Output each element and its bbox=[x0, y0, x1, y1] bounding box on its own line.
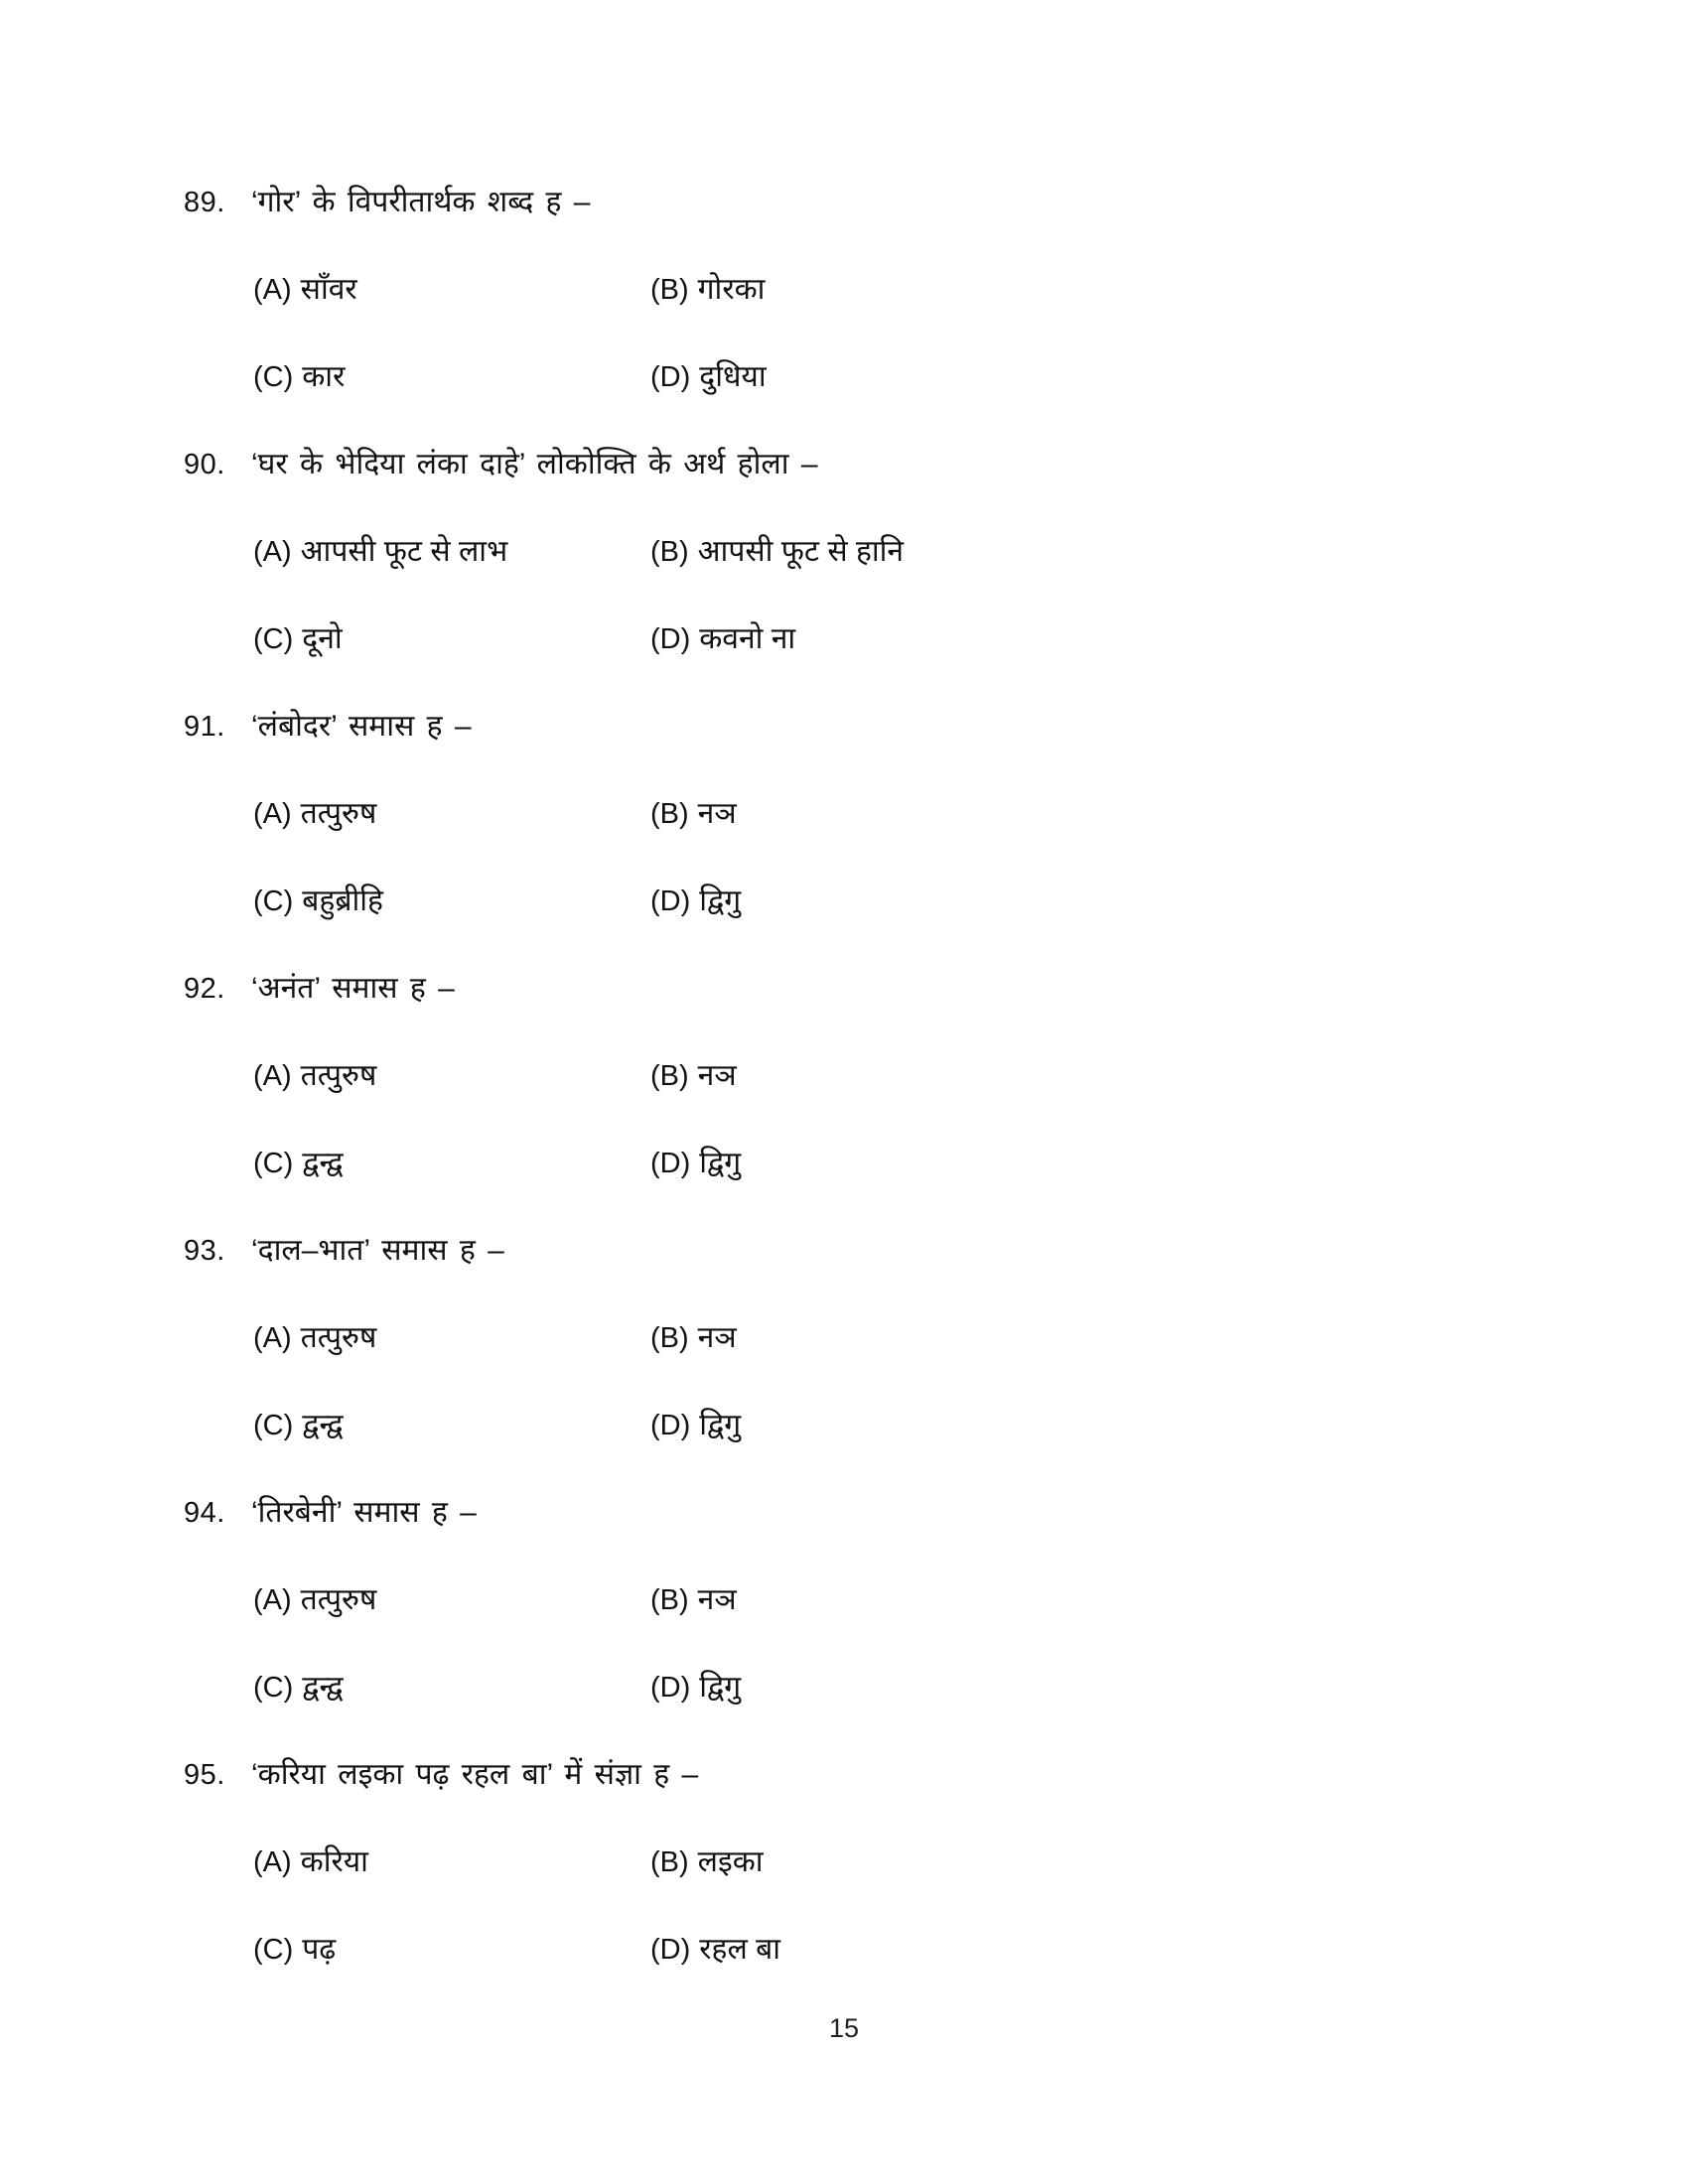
option-label: (C) bbox=[253, 1671, 294, 1704]
option-text: द्विगु bbox=[699, 1147, 742, 1179]
option bbox=[650, 796, 1147, 832]
question-stem-line bbox=[0, 945, 1688, 1032]
question-number: 92. bbox=[184, 972, 225, 1005]
question-stem: ‘करिया लइका पढ़ रहल बा’ में संज्ञा ह – bbox=[251, 1758, 699, 1791]
option bbox=[253, 534, 650, 570]
question-stem-line bbox=[0, 159, 1688, 246]
question-stem: ‘घर के भेदिया लंका दाहे’ लोकोक्ति के अर्थ होला – bbox=[251, 448, 818, 480]
option-row-top bbox=[0, 246, 1688, 334]
option bbox=[253, 621, 650, 657]
question-stem-line bbox=[0, 1207, 1688, 1295]
option-label: (D) bbox=[650, 1409, 691, 1441]
question-stem: ‘दाल–भात’ समास ह – bbox=[251, 1234, 504, 1267]
option bbox=[650, 1670, 1147, 1706]
question-block bbox=[0, 1469, 1688, 1731]
option-text: द्वन्द्व bbox=[302, 1409, 344, 1441]
question-number: 91. bbox=[184, 710, 225, 743]
option-text: द्वन्द्व bbox=[302, 1671, 344, 1704]
question-stem: ‘लंबोदर’ समास ह – bbox=[251, 710, 472, 743]
option bbox=[650, 272, 1147, 308]
option-label: (C) bbox=[253, 1147, 294, 1179]
option-text: नञ bbox=[697, 797, 737, 830]
option-text: आपसी फूट से लाभ bbox=[300, 535, 508, 568]
option-text: द्विगु bbox=[699, 1409, 742, 1441]
option bbox=[650, 884, 1147, 919]
question-stem: ‘तिरबेनी’ समास ह – bbox=[251, 1496, 477, 1529]
option-text: तत्पुरुष bbox=[300, 1059, 377, 1092]
option-text: द्वन्द्व bbox=[302, 1147, 344, 1179]
option bbox=[650, 1408, 1147, 1443]
option-text: तत्पुरुष bbox=[300, 1583, 377, 1616]
question-stem-line bbox=[0, 1469, 1688, 1557]
option-row-top bbox=[0, 1032, 1688, 1120]
option-label: (C) bbox=[253, 885, 294, 917]
option bbox=[253, 1844, 650, 1880]
option bbox=[253, 359, 650, 395]
question-number: 95. bbox=[184, 1758, 225, 1791]
option-label: (C) bbox=[253, 360, 294, 393]
question-block bbox=[0, 683, 1688, 945]
option-text: आपसी फूट से हानि bbox=[697, 535, 905, 568]
option-text: करिया bbox=[300, 1845, 368, 1878]
option-label: (B) bbox=[650, 1059, 689, 1092]
page-number: 15 bbox=[828, 2013, 860, 2043]
option bbox=[253, 1670, 650, 1706]
option bbox=[253, 796, 650, 832]
question-block bbox=[0, 159, 1688, 421]
option bbox=[253, 1932, 650, 1968]
option-label: (A) bbox=[253, 797, 292, 830]
option-label: (D) bbox=[650, 885, 691, 917]
option bbox=[650, 534, 1147, 570]
question-block bbox=[0, 421, 1688, 683]
option-row-bottom bbox=[0, 858, 1688, 945]
option-row-bottom bbox=[0, 334, 1688, 421]
option-label: (A) bbox=[253, 1059, 292, 1092]
option-row-bottom bbox=[0, 1120, 1688, 1207]
option-label: (B) bbox=[650, 1845, 689, 1878]
option-text: दूनो bbox=[302, 622, 343, 655]
option-label: (B) bbox=[650, 1321, 689, 1354]
option-label: (A) bbox=[253, 1845, 292, 1878]
option-row-top bbox=[0, 1295, 1688, 1382]
option-label: (A) bbox=[253, 1321, 292, 1354]
option-text: कार bbox=[302, 360, 346, 393]
option-label: (C) bbox=[253, 1933, 294, 1966]
option-row-top bbox=[0, 770, 1688, 858]
option bbox=[650, 1058, 1147, 1094]
option-text: पढ़ bbox=[302, 1933, 337, 1966]
option-text: नञ bbox=[697, 1321, 737, 1354]
option-row-top bbox=[0, 508, 1688, 596]
question-block bbox=[0, 945, 1688, 1207]
question-block bbox=[0, 1207, 1688, 1469]
option-row-bottom bbox=[0, 1906, 1688, 1993]
option-label: (D) bbox=[650, 360, 691, 393]
option-text: नञ bbox=[697, 1059, 737, 1092]
option-text: लइका bbox=[697, 1845, 764, 1878]
question-stem-line bbox=[0, 421, 1688, 508]
option-label: (A) bbox=[253, 273, 292, 306]
option bbox=[253, 1408, 650, 1443]
option-label: (A) bbox=[253, 1583, 292, 1616]
option bbox=[253, 1058, 650, 1094]
questions-list bbox=[0, 159, 1688, 1993]
question-stem-line bbox=[0, 1731, 1688, 1819]
question-number: 93. bbox=[184, 1234, 225, 1267]
option-label: (D) bbox=[650, 1933, 691, 1966]
option-text: गोरका bbox=[697, 273, 766, 306]
option-label: (C) bbox=[253, 622, 294, 655]
question-stem: ‘अनंत’ समास ह – bbox=[251, 972, 455, 1005]
option-text: साँवर bbox=[300, 273, 357, 306]
option-text: नञ bbox=[697, 1583, 737, 1616]
option bbox=[253, 884, 650, 919]
option bbox=[253, 272, 650, 308]
question-number: 89. bbox=[184, 186, 225, 218]
question-stem: ‘गोर’ के विपरीतार्थक शब्द ह – bbox=[251, 186, 591, 218]
option-row-bottom bbox=[0, 1644, 1688, 1731]
option-text: द्विगु bbox=[699, 885, 742, 917]
option-label: (C) bbox=[253, 1409, 294, 1441]
option bbox=[650, 359, 1147, 395]
option-label: (D) bbox=[650, 1671, 691, 1704]
option bbox=[650, 1844, 1147, 1880]
option-text: कवनो ना bbox=[699, 622, 796, 655]
option bbox=[253, 1320, 650, 1356]
option bbox=[650, 1582, 1147, 1618]
option-row-top bbox=[0, 1819, 1688, 1906]
option-label: (B) bbox=[650, 273, 689, 306]
option-text: दुधिया bbox=[699, 360, 767, 393]
option-text: रहल बा bbox=[699, 1933, 781, 1966]
option-label: (D) bbox=[650, 622, 691, 655]
option-label: (D) bbox=[650, 1147, 691, 1179]
option-text: द्विगु bbox=[699, 1671, 742, 1704]
option bbox=[253, 1582, 650, 1618]
option bbox=[650, 1932, 1147, 1968]
option-label: (A) bbox=[253, 535, 292, 568]
option-text: तत्पुरुष bbox=[300, 797, 377, 830]
option-row-bottom bbox=[0, 596, 1688, 683]
option-label: (B) bbox=[650, 535, 689, 568]
option bbox=[650, 621, 1147, 657]
option-row-top bbox=[0, 1557, 1688, 1644]
option bbox=[253, 1146, 650, 1181]
question-number: 90. bbox=[184, 448, 225, 480]
question-block bbox=[0, 1731, 1688, 1993]
option-label: (B) bbox=[650, 797, 689, 830]
option bbox=[650, 1146, 1147, 1181]
option-label: (B) bbox=[650, 1583, 689, 1616]
option-row-bottom bbox=[0, 1382, 1688, 1469]
option-text: बहुब्रीहि bbox=[302, 885, 383, 917]
question-number: 94. bbox=[184, 1496, 225, 1529]
question-stem-line bbox=[0, 683, 1688, 770]
option bbox=[650, 1320, 1147, 1356]
option-text: तत्पुरुष bbox=[300, 1321, 377, 1354]
